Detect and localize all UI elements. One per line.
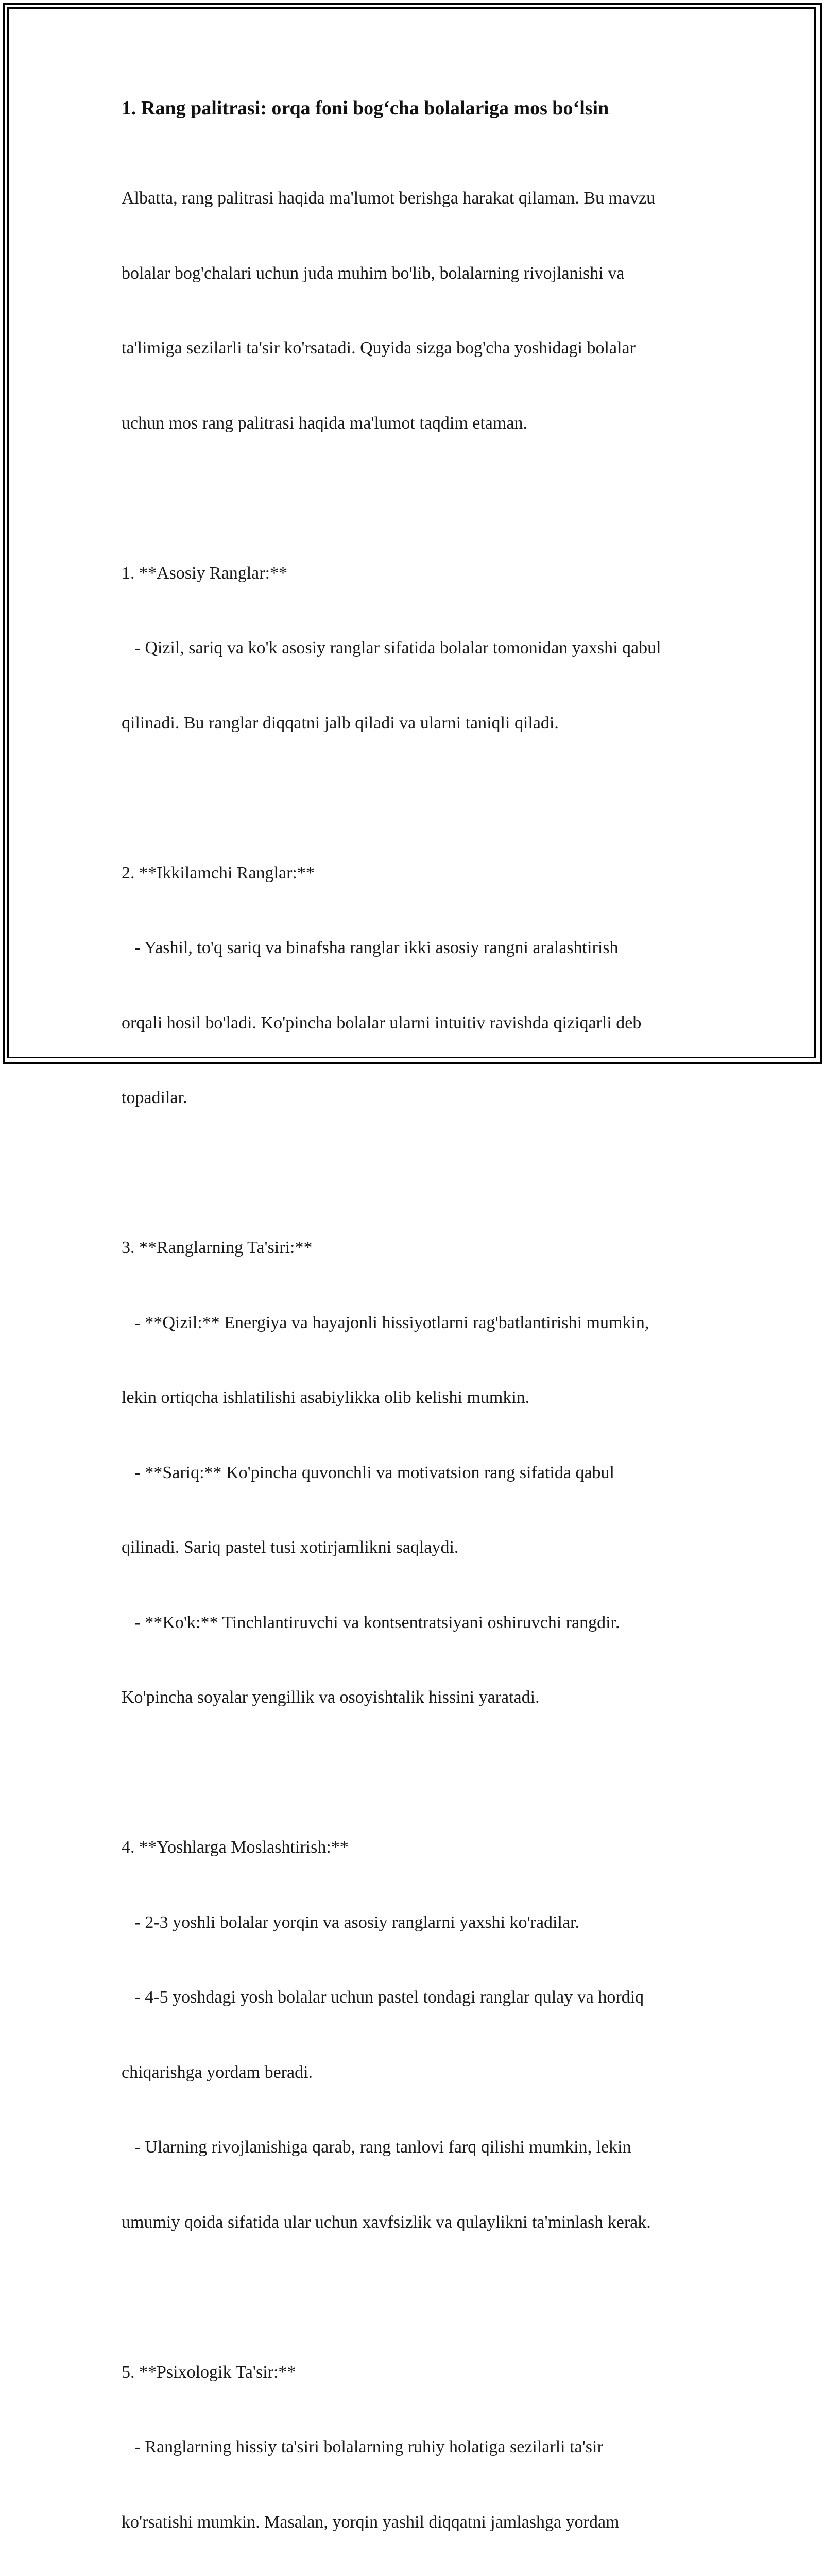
section-line: orqali hosil bo'ladi. Ko'pincha bolalar ularni intuitiv ravishda qiziqarli deb (122, 1011, 714, 1036)
intro-line: ta'limiga sezilarli ta'sir ko'rsatadi. Quyida sizga bog'cha yoshidagi bolalar (122, 336, 714, 361)
section-line: umumiy qoida sifatida ular uchun xavfsizlik va qulaylikni ta'minlash kerak. (122, 2210, 714, 2235)
section-line: - **Sariq:** Ko'pincha quvonchli va motivatsion rang sifatida qabul (122, 1461, 714, 1486)
section-line: topadilar. (122, 1086, 714, 1111)
intro-line: bolalar bog'chalari uchun juda muhim bo'lib, bolalarning rivojlanishi va (122, 261, 714, 286)
section-heading: 2. **Ikkilamchi Ranglar:** (122, 861, 714, 886)
section-line: - **Qizil:** Energiya va hayajonli hissiyotlarni rag'batlantirishi mumkin, (122, 1311, 714, 1336)
section-line: - 2-3 yoshli bolalar yorqin va asosiy ranglarni yaxshi ko'radilar. (122, 1910, 714, 1936)
section-heading: 4. **Yoshlarga Moslashtirish:** (122, 1835, 714, 1860)
intro-line: uchun mos rang palitrasi haqida ma'lumot taqdim etaman. (122, 411, 714, 436)
section-line: - 4-5 yoshdagi yosh bolalar uchun pastel tondagi ranglar qulay va hordiq (122, 1985, 714, 2010)
section-line: - Ranglarning hissiy ta'siri bolalarning ruhiy holatiga sezilarli ta'sir (122, 2435, 714, 2460)
section-line: ko'rsatishi mumkin. Masalan, yorqin yashil diqqatni jamlashga yordam (122, 2510, 714, 2535)
section-2 (122, 811, 714, 1161)
section-line: - Yashil, to'q sariq va binafsha ranglar ikki asosiy rangni aralashtirish (122, 936, 714, 961)
intro-paragraph (122, 136, 714, 486)
section-line: chiqarishga yordam beradi. (122, 2060, 714, 2086)
section-heading: 5. **Psixologik Ta'sir:** (122, 2360, 714, 2385)
section-heading: 3. **Ranglarning Ta'siri:** (122, 1235, 714, 1261)
section-line: Ko'pincha soyalar yengillik va osoyishtalik hissini yaratadi. (122, 1685, 714, 1710)
section-5 (122, 2310, 714, 2576)
section-4 (122, 1785, 714, 2285)
intro-line: Albatta, rang palitrasi haqida ma'lumot berishga harakat qilaman. Bu mavzu (122, 186, 714, 211)
section-1 (122, 511, 714, 786)
section-line: qilinadi. Sariq pastel tusi xotirjamlikni saqlaydi. (122, 1535, 714, 1561)
document-title: 1. Rang palitrasi: orqa foni bog‘cha bolalariga mos bo‘lsin (122, 96, 714, 121)
section-line: qilinadi. Bu ranglar diqqatni jalb qiladi va ularni taniqli qiladi. (122, 711, 714, 736)
document-body (122, 96, 714, 2576)
section-line: - Ularning rivojlanishiga qarab, rang tanlovi farq qilishi mumkin, lekin (122, 2135, 714, 2160)
section-heading: 1. **Asosiy Ranglar:** (122, 561, 714, 586)
section-line: lekin ortiqcha ishlatilishi asabiylikka olib kelishi mumkin. (122, 1385, 714, 1411)
section-line: - **Ko'k:** Tinchlantiruvchi va kontsentratsiyani oshiruvchi rangdir. (122, 1611, 714, 1636)
section-3 (122, 1185, 714, 1760)
section-line: - Qizil, sariq va ko'k asosiy ranglar sifatida bolalar tomonidan yaxshi qabul (122, 636, 714, 661)
